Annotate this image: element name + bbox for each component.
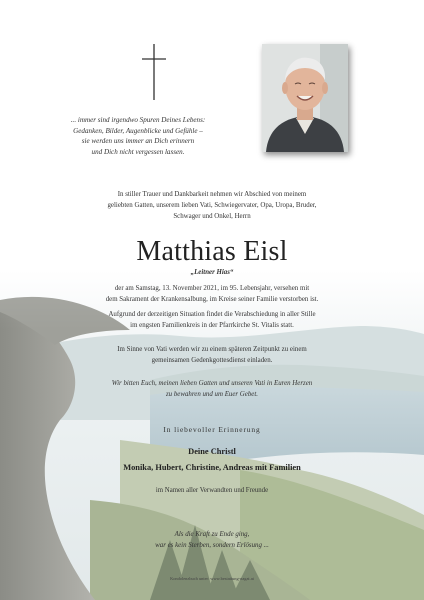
verse-bottom-line: war es kein Sterben, sondern Erlösung ... bbox=[155, 541, 269, 549]
paragraph-line: der am Samstag, 13. November 2021, im 95. Lebensjahr, versehen mit bbox=[114, 285, 310, 292]
paragraph-line: dem Sakrament der Krankensalbung, im Kreise seiner Familie verstorben ist. bbox=[105, 295, 319, 303]
intro-text bbox=[40, 189, 384, 222]
farewell-notice bbox=[30, 310, 394, 332]
portrait-photo bbox=[262, 44, 348, 152]
intro-line: Schwager und Onkel, Herrn bbox=[173, 213, 251, 220]
intro-line: In stiller Trauer und Dankbarkeit nehmen wir Abschied von meinem bbox=[117, 191, 307, 198]
verse-top-line: Gedanken, Bilder, Augenblicke und Gefühle – bbox=[73, 126, 203, 135]
verse-bottom bbox=[0, 530, 424, 551]
paragraph-line: gemeinsamen Gedenkgottesdienst einladen. bbox=[151, 356, 273, 364]
paragraph-line: Im Sinne von Vati werden wir zu einem späteren Zeitpunkt zu einem bbox=[117, 346, 307, 353]
paragraph-line: Aufgrund der derzeitigen Situation findet die Verabschiedung in aller Stille bbox=[108, 311, 316, 318]
cross-icon bbox=[140, 44, 168, 100]
memorial-service-notice bbox=[30, 345, 394, 367]
verse-bottom-line: Als die Kraft zu Ende ging, bbox=[174, 531, 250, 538]
verse-top-line: ... immer sind irgendwo Spuren Deines Lebens: bbox=[70, 116, 206, 124]
nickname: „Leitner Hias“ bbox=[190, 269, 234, 276]
relatives-line: im Namen aller Verwandten und Freunde bbox=[155, 487, 269, 494]
verse-top-line: sie werden uns immer an Dich erinnern bbox=[81, 137, 195, 146]
paragraph-line: Wir bitten Euch, meinen lieben Gatten und unseren Vati in Euren Herzen bbox=[111, 380, 313, 387]
death-notice bbox=[30, 284, 394, 306]
family-names: Monika, Hubert, Christine, Andreas mit Familien bbox=[123, 463, 301, 472]
remembrance-heading: In liebevoller Erinnerung bbox=[163, 425, 261, 434]
paragraph-line: im engsten Familienkreis in der Pfarrkirche St. Vitalis statt. bbox=[130, 321, 294, 329]
verse-top-line: und Dich nicht vergessen lassen. bbox=[91, 147, 185, 156]
verse-top bbox=[40, 115, 236, 157]
prayer-request bbox=[30, 379, 394, 401]
spouse-name: Deine Christl bbox=[188, 447, 236, 456]
intro-line: geliebten Gatten, unserem lieben Vati, Schwiegervater, Opa, Uropa, Bruder, bbox=[107, 202, 317, 209]
deceased-name: Matthias Eisl bbox=[136, 236, 288, 267]
paragraph-line: zu bewahren und um Euer Gebet. bbox=[166, 390, 258, 398]
condolence-book-link[interactable]: Kondolenzbuch unter: www.bestattung-nagat.at bbox=[170, 576, 254, 581]
